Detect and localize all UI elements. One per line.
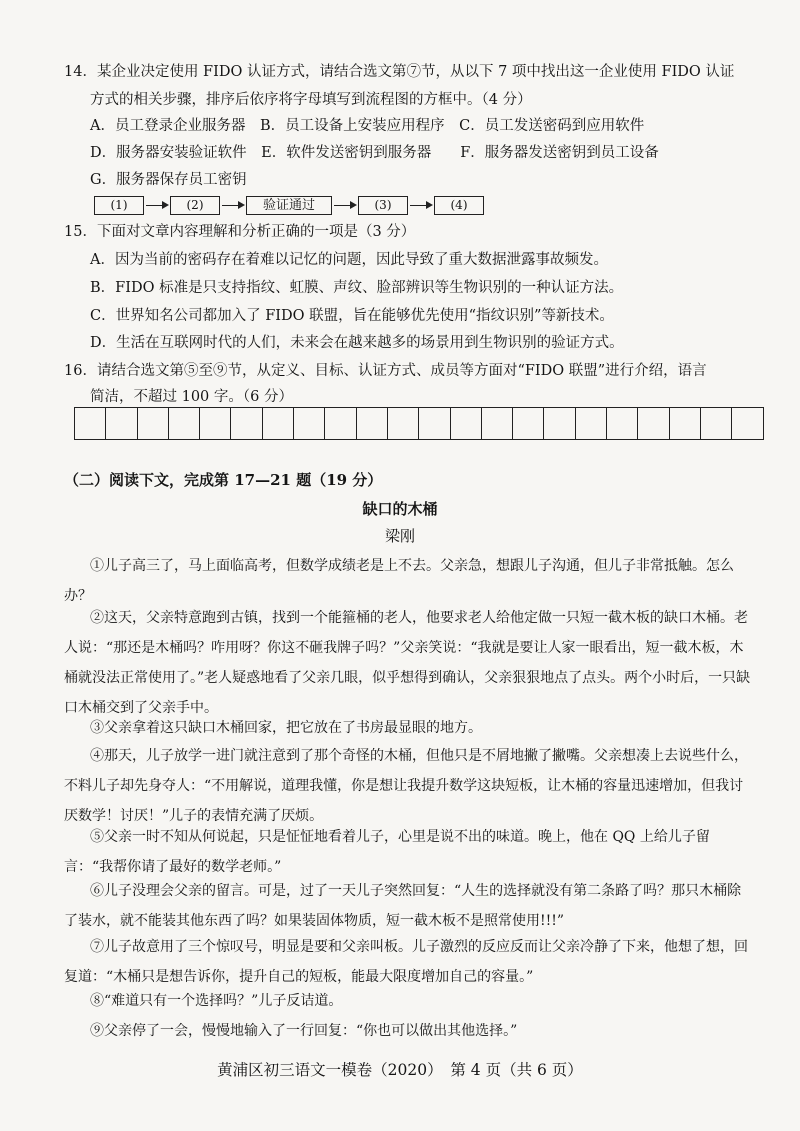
answer-box[interactable]	[670, 407, 701, 440]
q16-answer-grid	[74, 407, 764, 440]
flow-arrow-icon	[220, 197, 246, 214]
q14-stem-line1: 14．某企业决定使用 FIDO 认证方式，请结合选文第⑦节，从以下 7 项中找出这一企业使用 FIDO 认证	[64, 64, 735, 80]
answer-box[interactable]	[138, 407, 169, 440]
article-paragraph-6: ⑥儿子没理会父亲的留言。可是，过了一天儿子突然回复：“人生的选择就没有第二条路了吗？那只木桶除了装水，就不能装其他东西了吗？如果装固体物质，短一截木板不是照常使用!!!”	[64, 883, 742, 929]
article-paragraph-8: ⑧“难道只有一个选择吗？”儿子反诘道。	[90, 993, 343, 1009]
answer-box[interactable]	[263, 407, 294, 440]
q14-options-row1: A．员工登录企业服务器 B．员工设备上安装应用程序 C．员工发送密码到应用软件	[90, 118, 645, 134]
page-footer: 黄浦区初三语文一模卷（2020） 第 4 页（共 6 页）	[217, 1061, 583, 1079]
answer-box[interactable]	[638, 407, 669, 440]
article-paragraph-7: ⑦儿子故意用了三个惊叹号，明显是要和父亲叫板。儿子激烈的反应反而让父亲冷静了下来，他想了想，回复道：“木桶只是想告诉你，提升自己的短板，能最大限度增加自己的容量。”	[64, 939, 748, 985]
q14-stem-line2: 方式的相关步骤，排序后依序将字母填写到流程图的方框中。（4 分）	[90, 92, 532, 108]
article-paragraph-9: ⑨父亲停了一会，慢慢地输入了一行回复：“你也可以做出其他选择。”	[90, 1023, 518, 1039]
answer-box[interactable]	[701, 407, 732, 440]
answer-box[interactable]	[732, 407, 763, 440]
q14-flowchart	[94, 195, 484, 215]
answer-box[interactable]	[576, 407, 607, 440]
answer-box[interactable]	[357, 407, 388, 440]
answer-box[interactable]	[607, 407, 638, 440]
article-paragraph-1: ①儿子高三了，马上面临高考，但数学成绩老是上不去。父亲急，想跟儿子沟通，但儿子非常抵触。怎么办？	[64, 558, 734, 604]
answer-box[interactable]	[200, 407, 231, 440]
q15-option-a: A．因为当前的密码存在着难以记忆的问题，因此导致了重大数据泄露事故频发。	[90, 252, 608, 268]
q15-stem: 15．下面对文章内容理解和分析正确的一项是（3 分）	[64, 224, 416, 240]
flow-arrow-icon	[144, 197, 170, 214]
answer-box[interactable]	[106, 407, 137, 440]
q14-options-row3: G．服务器保存员工密钥	[90, 172, 247, 188]
article-paragraph-4: ④那天，儿子放学一进门就注意到了那个奇怪的木桶，但他只是不屑地撇了撇嘴。父亲想凑上去说些什么，不料儿子却先身夺人：“不用解说，道理我懂，你是想让我提升数学这块短板，让木桶的容量迅速增加，但我讨厌数学！讨厌！”儿子的表情充满了厌烦。	[64, 748, 748, 824]
flow-arrow-icon	[332, 197, 358, 214]
answer-box[interactable]	[513, 407, 544, 440]
answer-box[interactable]	[325, 407, 356, 440]
answer-box[interactable]	[169, 407, 200, 440]
article-title: 缺口的木桶	[362, 500, 438, 518]
answer-box[interactable]	[231, 407, 262, 440]
flow-arrow-icon	[408, 197, 434, 214]
flow-box-2[interactable]: (2)	[170, 196, 220, 215]
article-author: 梁刚	[384, 527, 415, 545]
answer-box[interactable]	[482, 407, 513, 440]
q15-option-b: B．FIDO 标准是只支持指纹、虹膜、声纹、脸部辨识等生物识别的一种认证方法。	[90, 280, 624, 296]
answer-box[interactable]	[419, 407, 450, 440]
answer-box[interactable]	[451, 407, 482, 440]
section-two-heading: （二）阅读下文，完成第 17—21 题（19 分）	[64, 471, 383, 489]
article-paragraph-3: ③父亲拿着这只缺口木桶回家，把它放在了书房最显眼的地方。	[90, 720, 482, 736]
q16-stem-line2: 简洁，不超过 100 字。（6 分）	[90, 389, 293, 405]
article-paragraph-5: ⑤父亲一时不知从何说起，只是怔怔地看着儿子，心里是说不出的味道。晚上，他在 QQ 上给儿子留言：“我帮你请了最好的数学老师。”	[64, 829, 710, 875]
article-paragraph-2: ②这天，父亲特意跑到古镇，找到一个能箍桶的老人，他要求老人给他定做一只短一截木板的缺口木桶。老人说：“那还是木桶吗？咋用呀？你这不砸我牌子吗？”父亲笑说：“我就是要让人家一眼看出，短一截木板，木桶就没法正常使用了。”老人疑惑地看了父亲几眼，似乎想得到确认，父亲狠狠地点了点头。两个小时后，一只缺口木桶交到了父亲手中。	[64, 610, 751, 716]
answer-box[interactable]	[294, 407, 325, 440]
flow-box-1[interactable]: (1)	[94, 196, 144, 215]
flow-box-4[interactable]: (4)	[434, 196, 484, 215]
q15-option-d: D．生活在互联网时代的人们，未来会在越来越多的场景用到生物识别的验证方式。	[90, 335, 624, 351]
flow-box-3[interactable]: (3)	[358, 196, 408, 215]
answer-box[interactable]	[388, 407, 419, 440]
flow-box-verified: 验证通过	[246, 196, 332, 215]
q15-option-c: C．世界知名公司都加入了 FIDO 联盟，旨在能够优先使用“指纹识别”等新技术。	[90, 308, 614, 324]
q14-options-row2: D．服务器安装验证软件 E．软件发送密钥到服务器 F．服务器发送密钥到员工设备	[90, 145, 659, 161]
q16-stem-line1: 16．请结合选文第⑤至⑨节，从定义、目标、认证方式、成员等方面对“FIDO 联盟”进行介绍，语言	[64, 363, 707, 379]
answer-box[interactable]	[75, 407, 106, 440]
answer-box[interactable]	[544, 407, 575, 440]
